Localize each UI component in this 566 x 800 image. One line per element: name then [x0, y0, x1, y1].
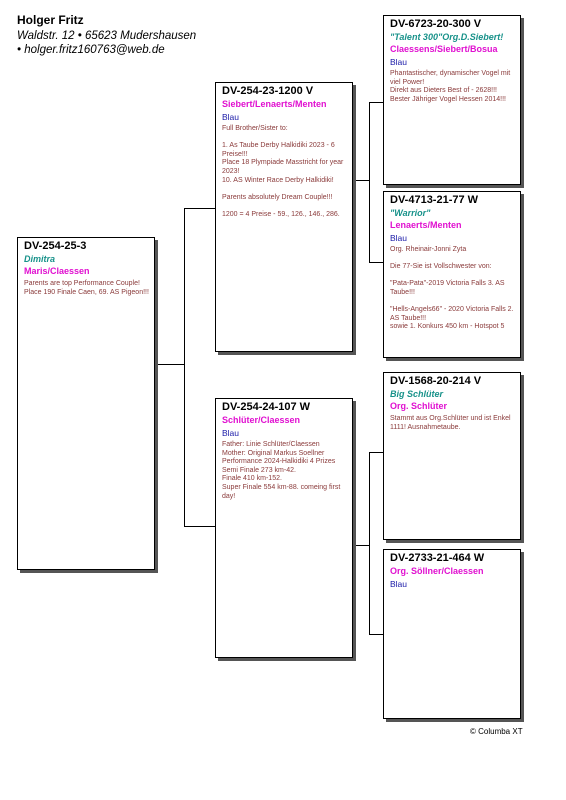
ring-number: DV-1568-20-214 V	[390, 375, 482, 387]
ring-number: DV-6723-20-300 V	[390, 18, 482, 30]
breeder: Org. Schlüter	[390, 401, 448, 411]
ring-number: DV-254-25-3	[24, 240, 87, 252]
pigeon-card-dam[interactable]	[215, 398, 353, 658]
pigeon-notes: Phantastischer, dynamischer Vogel mit viel Power! Direkt aus Dieters Best of - 2628!!! Bester Jähriger Vogel Hessen 2014!!!	[390, 70, 511, 103]
owner-address: Waldstr. 12 • 65623 Mudershausen	[17, 30, 197, 42]
breeder: Lenaerts/Menten	[390, 220, 462, 230]
pigeon-name: "Talent 300"Org.D.Siebert!	[390, 32, 504, 42]
pigeon-notes: Full Brother/Sister to: 1. As Taube Derby Halkidiki 2023 - 6 Preise!!! Place 18 Plympiade Masstricht for year 2023! 10. AS Winter Race Derby Halkidiki! Parents absolutely Dream Couple!!! 1200 = 4 Preise - 59., 126., 146., 286.	[222, 125, 344, 218]
pigeon-name: "Warrior"	[390, 208, 431, 218]
connector-line	[353, 180, 370, 181]
breeder: Claessens/Siebert/Bosua	[390, 44, 498, 54]
pigeon-name: Dimitra	[24, 254, 56, 264]
pigeon-notes: Parents are top Performance Couple! Place 190 Finale Caen, 69. AS Pigeon!!!	[24, 280, 149, 296]
breeder: Schlüter/Claessen	[222, 415, 301, 425]
owner-email: • holger.fritz160763@web.de	[17, 44, 165, 56]
connector-line	[369, 262, 383, 263]
pigeon-notes: Father: Linie Schlüter/Claessen Mother: Original Markus Soellner Performance 2024-Halkidiki 4 Prizes Semi Finale 273 km-42. Finale 410 km-152. Super Finale 554 km-88. comeing first day!	[222, 441, 341, 500]
ring-number: DV-254-24-107 W	[222, 401, 311, 413]
connector-line	[369, 452, 370, 634]
connector-line	[184, 208, 185, 526]
pigeon-card-dam-sire[interactable]	[383, 372, 521, 540]
connector-line	[154, 364, 185, 365]
connector-line	[369, 102, 370, 262]
connector-line	[353, 545, 370, 546]
connector-line	[369, 452, 383, 453]
pigeon-card-sire-dam[interactable]	[383, 191, 521, 358]
copyright-footer: © Columba XT	[470, 727, 523, 736]
ring-number: DV-254-23-1200 V	[222, 85, 314, 97]
breeder: Org. Söllner/Claessen	[390, 566, 484, 576]
connector-line	[184, 208, 215, 209]
connector-line	[369, 634, 383, 635]
owner-name: Holger Fritz	[17, 13, 84, 27]
ring-number: DV-4713-21-77 W	[390, 194, 479, 206]
ring-number: DV-2733-21-464 W	[390, 552, 485, 564]
pigeon-card-sire-sire[interactable]	[383, 15, 521, 185]
breeder: Maris/Claessen	[24, 266, 90, 276]
color: Blau	[390, 233, 408, 243]
pigeon-card-sire[interactable]	[215, 82, 353, 352]
color: Blau	[222, 112, 240, 122]
pigeon-notes: Org. Rheinair-Jonni Zyta Die 77-Sie ist Vollschwester von: "Pata-Pata"-2019 Victoria Falls 3. AS Taube!!! "Hells-Angels66" - 2020 Victoria Falls 2. AS Taube!!! sowie 1. Konkurs 450 km - Hotspot 5	[390, 246, 514, 331]
pigeon-card-dam-dam[interactable]	[383, 549, 521, 719]
connector-line	[369, 102, 383, 103]
connector-line	[184, 526, 215, 527]
pigeon-card-subject[interactable]	[17, 237, 155, 570]
pigeon-notes: Stammt aus Org.Schlüter und ist Enkel 1111! Ausnahmetaube.	[390, 415, 511, 431]
color: Blau	[390, 57, 408, 67]
breeder: Siebert/Lenaerts/Menten	[222, 99, 327, 109]
color: Blau	[222, 428, 240, 438]
pigeon-name: Big Schlüter	[390, 389, 444, 399]
color: Blau	[390, 579, 408, 589]
